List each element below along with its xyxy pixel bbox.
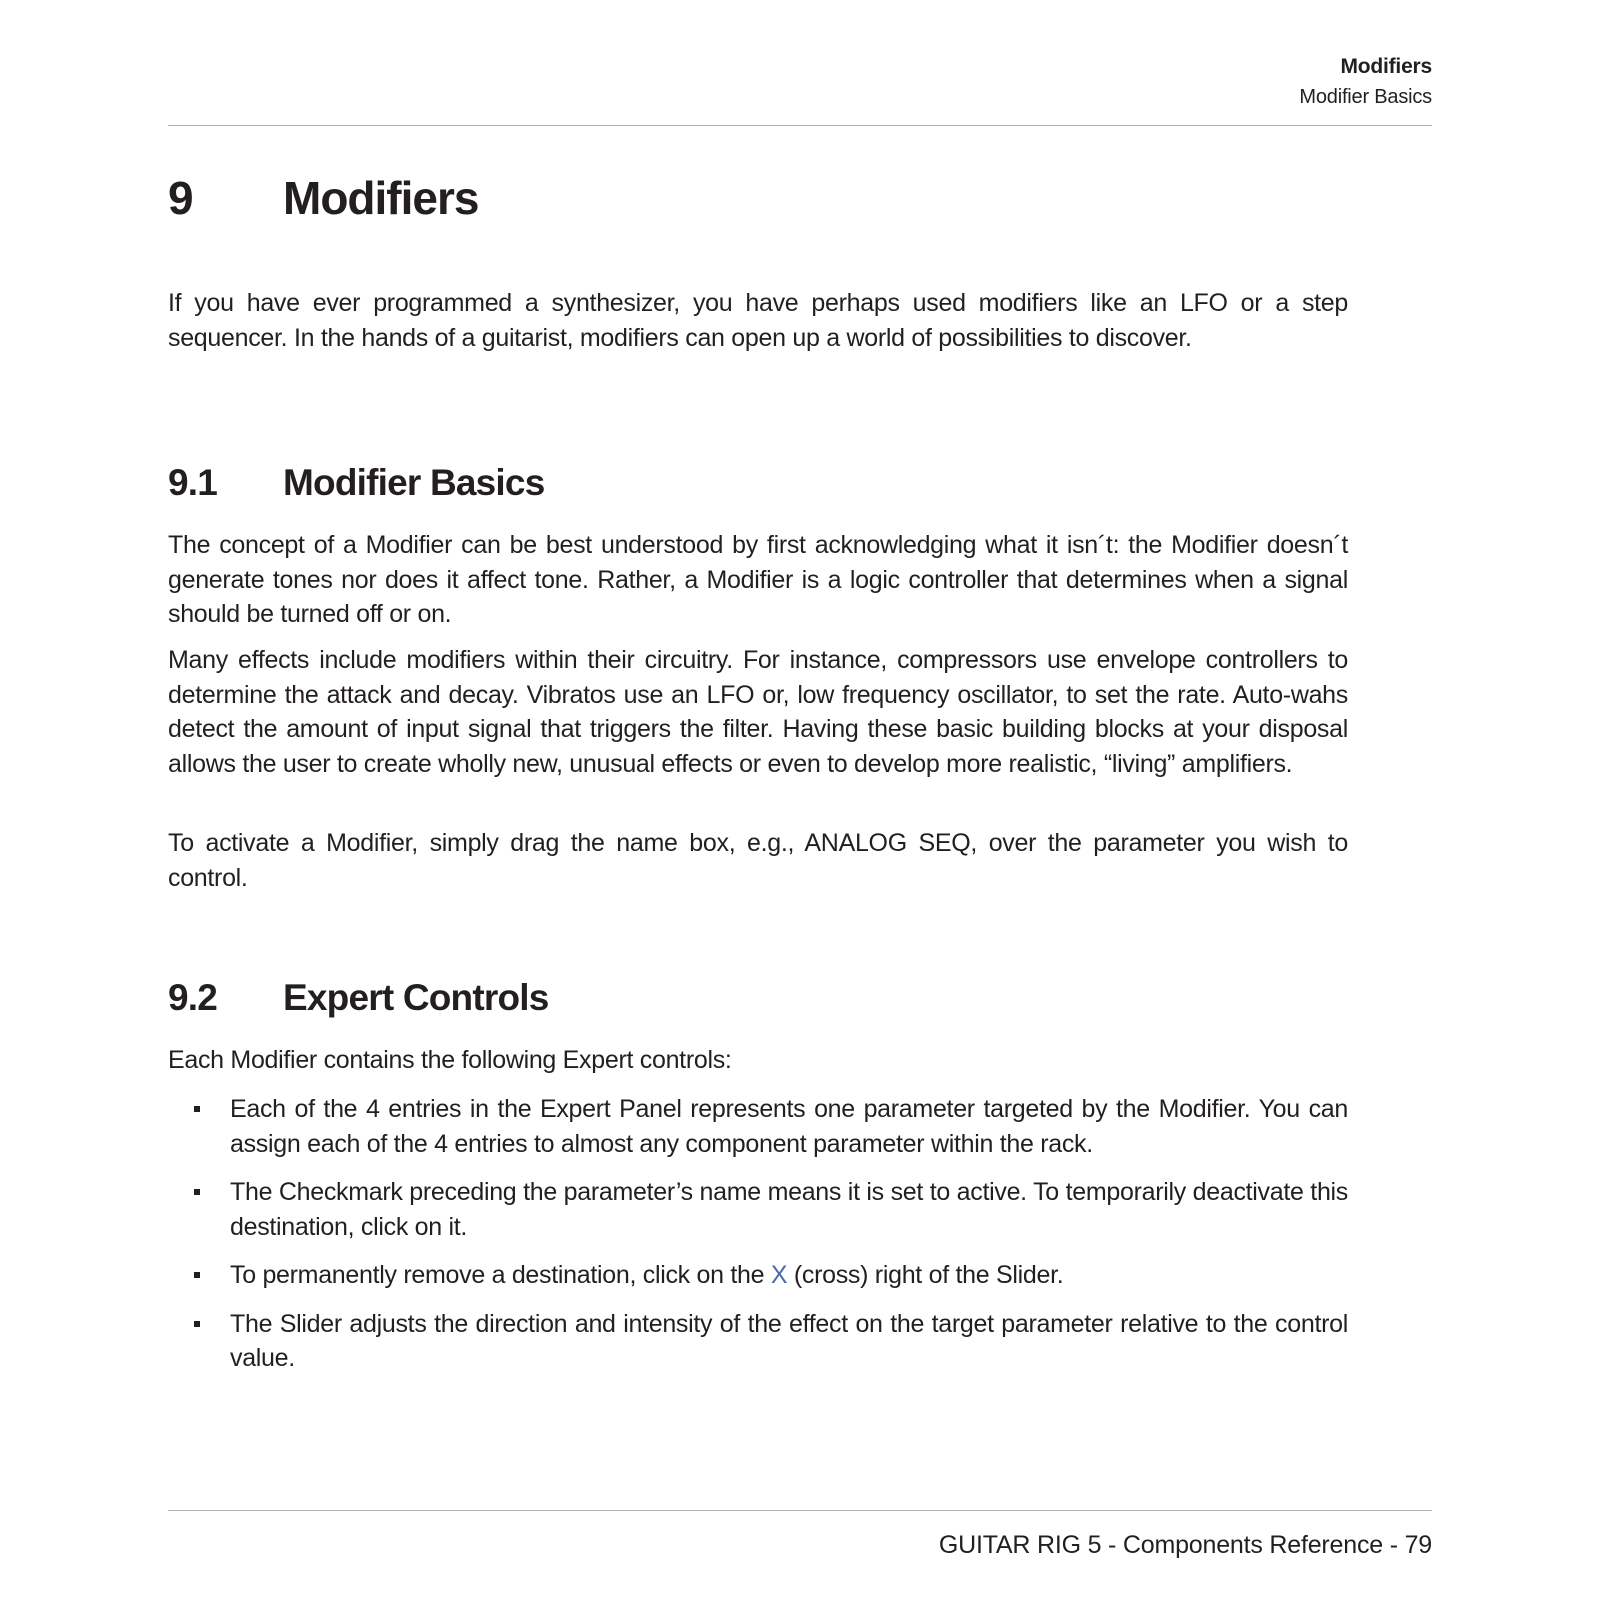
list-item	[168, 1092, 1348, 1161]
section-heading-9-2	[168, 973, 549, 1023]
list-item-text-before: To permanently remove a destination, click on the	[230, 1261, 771, 1289]
section-number: 9.2	[168, 977, 218, 1018]
paragraph: To activate a Modifier, simply drag the name box, e.g., ANALOG SEQ, over the parameter you wish to control.	[168, 829, 1348, 892]
list-item-text: Each of the 4 entries in the Expert Panel represents one parameter targeted by the Modifier. You can assign each of the 4 entries to almost any component parameter within the rack.	[230, 1095, 1348, 1158]
expert-controls-list	[168, 1092, 1348, 1390]
chapter-title: Modifiers	[283, 172, 479, 224]
paragraph: Many effects include modifiers within their circuitry. For instance, compressors use envelope controllers to determine the attack and decay. Vibratos use an LFO or, low frequency oscillator, to set the rate. Auto-wahs detect the amount of input signal that triggers the filter. Having these basic building blocks at your disposal allows the user to create wholly new, unusual effects or even to develop more realistic, “living” amplifiers.	[168, 646, 1348, 778]
list-item	[168, 1258, 1348, 1293]
list-item-text-after: (cross) right of the Slider.	[787, 1261, 1064, 1289]
list-item-text: The Checkmark preceding the parameter’s name means it is set to active. To temporarily deactivate this destination, click on it.	[230, 1178, 1348, 1241]
chapter-heading	[168, 168, 478, 228]
list-item	[168, 1307, 1348, 1376]
section-number: 9.1	[168, 462, 218, 503]
list-item	[168, 1175, 1348, 1244]
section-intro: Each Modifier contains the following Expert controls:	[168, 1046, 732, 1074]
bullet-icon	[194, 1321, 200, 1327]
header-section-title: Modifier Basics	[1299, 86, 1432, 108]
header-divider	[168, 125, 1432, 126]
section-heading-9-1	[168, 458, 544, 508]
cross-link[interactable]: X	[770, 1261, 788, 1289]
bullet-icon	[194, 1189, 200, 1195]
header-chapter-title: Modifiers	[1340, 55, 1432, 78]
section-title: Modifier Basics	[283, 462, 545, 503]
chapter-number: 9	[168, 172, 193, 224]
page-footer: GUITAR RIG 5 - Components Reference - 79	[938, 1531, 1432, 1559]
bullet-icon	[194, 1106, 200, 1112]
list-item-text: The Slider adjusts the direction and intensity of the effect on the target parameter relative to the control value.	[230, 1309, 1348, 1372]
running-header	[1299, 52, 1432, 112]
footer-divider	[168, 1510, 1432, 1511]
chapter-intro: If you have ever programmed a synthesizer, you have perhaps used modifiers like an LFO or a step sequencer. In the hands of a guitarist, modifiers can open up a world of possibilities to discover.	[168, 289, 1348, 352]
paragraph: The concept of a Modifier can be best understood by first acknowledging what it isn´t: the Modifier doesn´t generate tones nor does it affect tone. Rather, a Modifier is a logic controller that determines when a signal should be turned off or on.	[168, 531, 1348, 628]
section-title: Expert Controls	[283, 977, 549, 1018]
bullet-icon	[194, 1272, 200, 1278]
